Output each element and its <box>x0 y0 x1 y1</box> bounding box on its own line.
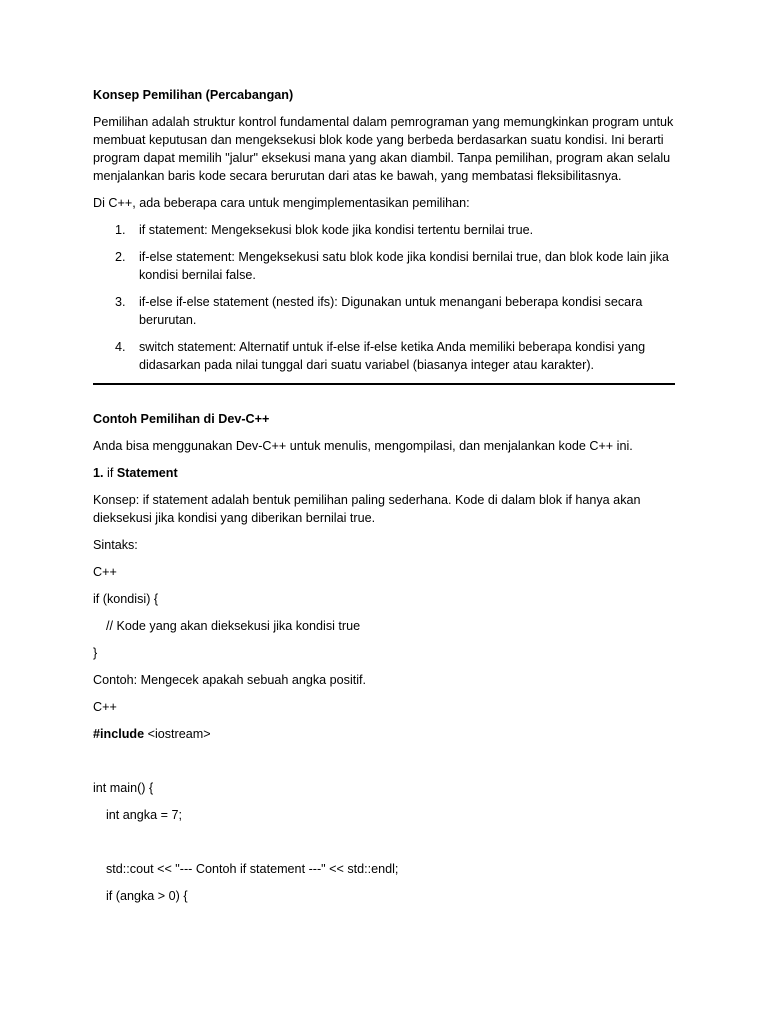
document-page <box>93 86 675 914</box>
selection-types-list <box>93 221 675 374</box>
list-number: 4. <box>115 340 126 354</box>
implementation-intro: Di C++, ada beberapa cara untuk mengimplementasikan pemilihan: <box>93 196 470 210</box>
list-item <box>93 338 675 374</box>
code-line: int main() { <box>93 781 154 795</box>
section-title: Konsep Pemilihan (Percabangan) <box>93 88 294 102</box>
subsection-title: Statement <box>116 466 178 480</box>
syntax-label: Sintaks: <box>93 538 138 552</box>
list-text: switch statement: Alternatif untuk if-else if-else ketika Anda memiliki beberapa kondisi yang didasarkan pada nilai tunggal dari suatu variabel (biasanya integer atau karakter). <box>139 340 646 372</box>
list-text: if-else statement: Mengeksekusi satu blok kode jika kondisi bernilai true, dan blok kode lain jika kondisi bernilai false. <box>139 250 669 282</box>
intro-paragraph: Pemilihan adalah struktur kontrol fundamental dalam pemrograman yang memungkinkan program untuk membuat keputusan dan mengeksekusi blok kode yang berbeda berdasarkan suatu kondisi. Ini berarti program dapat memilih "jalur" eksekusi mana yang akan diambil. Tanpa pemilihan, program akan selalu menjalankan baris kode secara berurutan dari atas ke bawah, yang membatasi fleksibilitasnya. <box>93 115 674 183</box>
subsection-number: 1. <box>93 466 108 480</box>
code-line: // Kode yang akan dieksekusi jika kondisi true <box>106 619 361 633</box>
code-line: int angka = 7; <box>106 808 182 822</box>
devcpp-intro: Anda bisa menggunakan Dev-C++ untuk menulis, mengompilasi, dan menjalankan kode C++ ini. <box>93 439 633 453</box>
list-number: 1. <box>115 223 126 237</box>
list-text: if statement: Mengeksekusi blok kode jika kondisi tertentu bernilai true. <box>139 223 534 237</box>
section-heading: Contoh Pemilihan di Dev-C++ <box>93 412 270 426</box>
subsection-heading <box>93 464 675 482</box>
blank-line <box>93 752 675 770</box>
code-line: std::cout << "--- Contoh if statement ---" << std::endl; <box>106 862 399 876</box>
code-text: <iostream> <box>144 727 211 741</box>
concept-paragraph: Konsep: if statement adalah bentuk pemilihan paling sederhana. Kode di dalam blok if hanya akan dieksekusi jika kondisi yang diberikan bernilai true. <box>93 493 641 525</box>
list-text: if-else if-else statement (nested ifs): Digunakan untuk menangani beberapa kondisi secara berurutan. <box>139 295 643 327</box>
code-language-label: C++ <box>93 700 117 714</box>
example-label: Contoh: Mengecek apakah sebuah angka positif. <box>93 673 367 687</box>
code-line: if (kondisi) { <box>93 592 159 606</box>
list-item <box>93 221 675 239</box>
code-line <box>93 725 675 743</box>
code-line: } <box>93 646 98 660</box>
list-number: 3. <box>115 295 126 309</box>
list-item <box>93 293 675 329</box>
code-language-label: C++ <box>93 565 117 579</box>
code-keyword: #include <box>93 727 145 741</box>
horizontal-rule <box>93 383 675 385</box>
subsection-keyword: if <box>107 466 117 480</box>
code-line: if (angka > 0) { <box>106 889 188 903</box>
list-number: 2. <box>115 250 126 264</box>
blank-line <box>93 833 675 851</box>
list-item <box>93 248 675 284</box>
